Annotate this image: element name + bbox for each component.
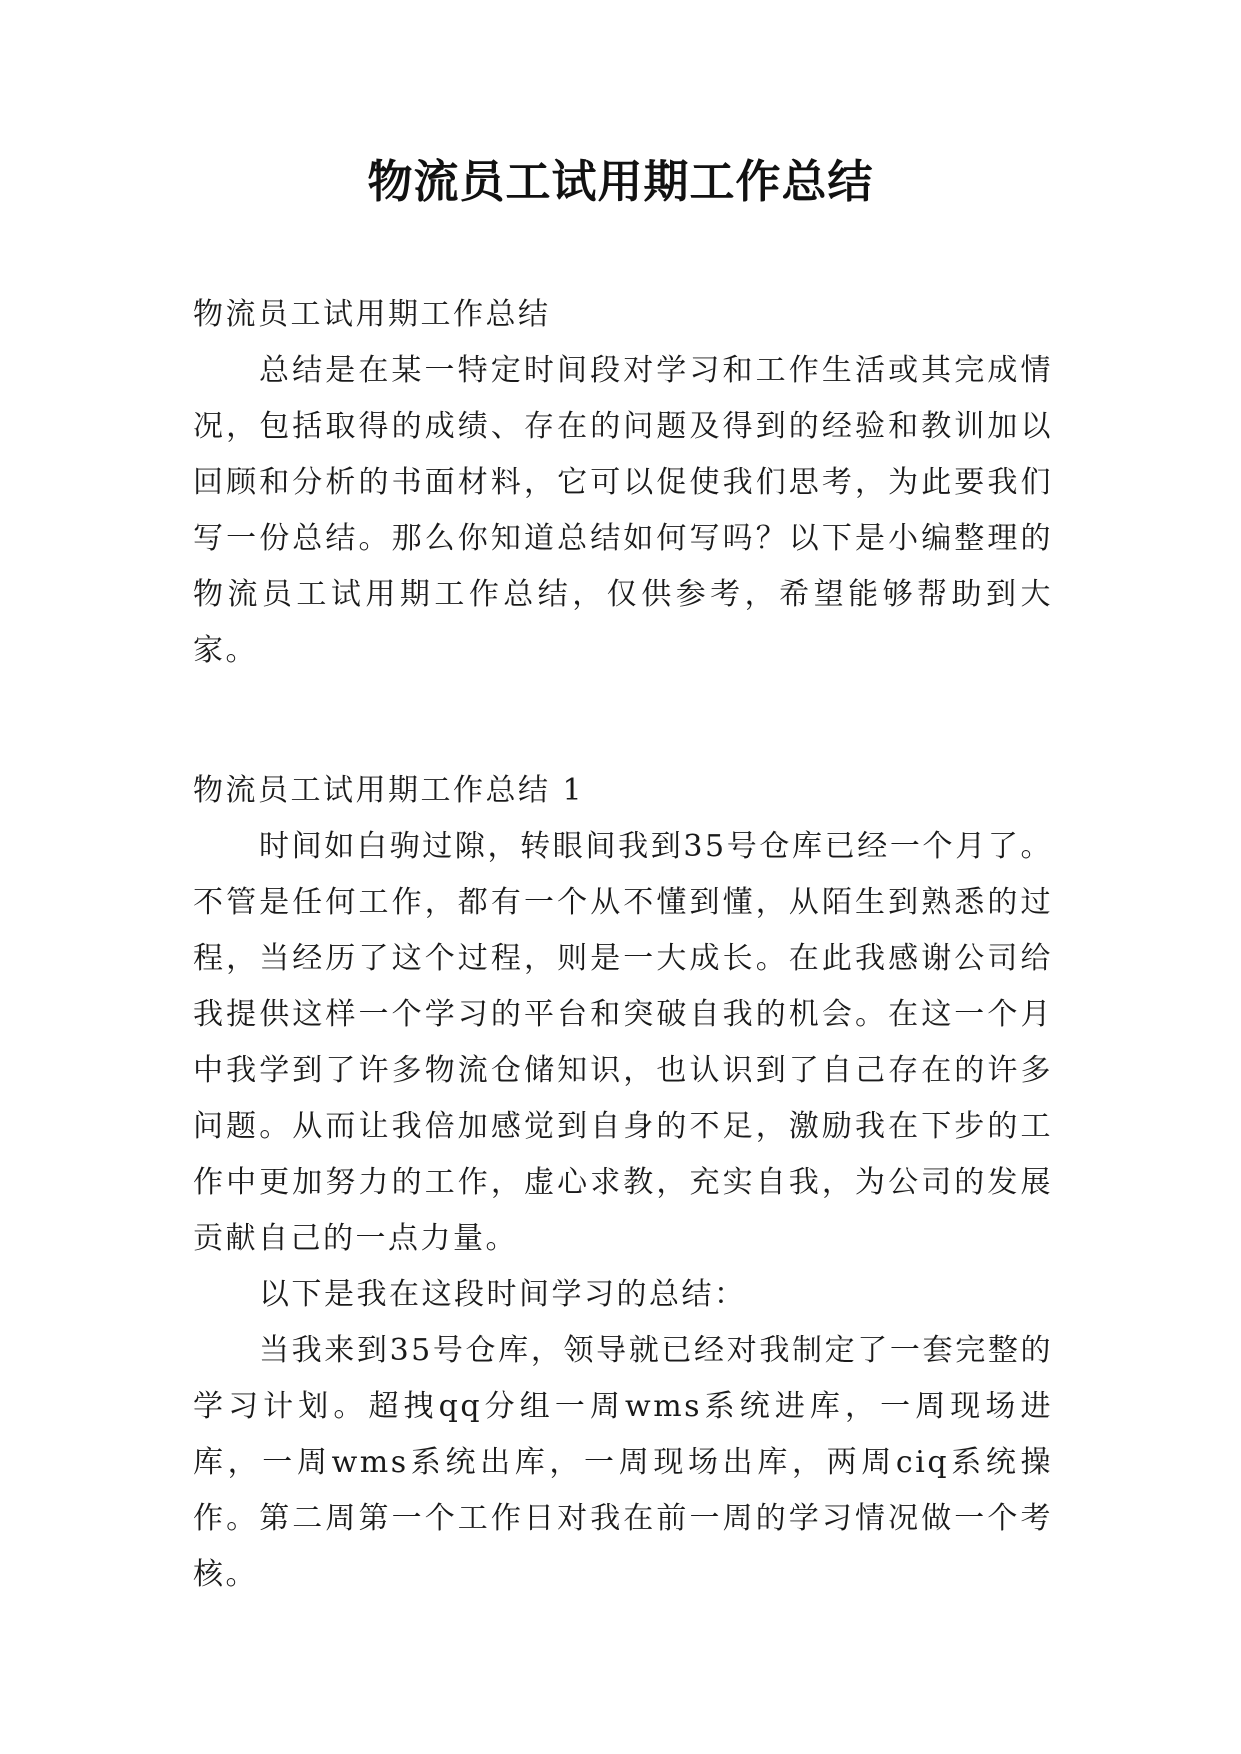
intro-paragraph: 总结是在某一特定时间段对学习和工作生活或其完成情况，包括取得的成绩、存在的问题及得到的经验和教训加以回顾和分析的书面材料，它可以促使我们思考，为此要我们写一份总结。那么你知道总结如何写吗？以下是小编整理的物流员工试用期工作总结，仅供参考，希望能够帮助到大家。 xyxy=(193,353,1053,668)
document-title: 物流员工试用期工作总结 xyxy=(367,155,874,208)
section-paragraph: 时间如白驹过隙，转眼间我到35号仓库已经一个月了。不管是任何工作，都有一个从不懂到懂，从陌生到熟悉的过程，当经历了这个过程，则是一大成长。在此我感谢公司给我提供这样一个学习的平台和突破自我的机会。在这一个月中我学到了许多物流仓储知识，也认识到了自己存在的许多问题。从而让我倍加感觉到自身的不足，激励我在下步的工作中更加努力的工作，虚心求教，充实自我，为公司的发展贡献自己的一点力量。 xyxy=(193,829,1053,1256)
document-subtitle: 物流员工试用期工作总结 xyxy=(193,297,551,332)
section-paragraph: 以下是我在这段时间学习的总结： xyxy=(259,1277,747,1312)
section-paragraph: 当我来到35号仓库，领导就已经对我制定了一套完整的学习计划。超拽qq分组一周wms系统进库，一周现场进库，一周wms系统出库，一周现场出库，两周ciq系统操作。第二周第一个工作日对我在前一周的学习情况做一个考核。 xyxy=(193,1333,1053,1592)
document-body xyxy=(193,287,1053,1603)
section-heading: 物流员工试用期工作总结 1 xyxy=(193,773,585,808)
paragraph-gap xyxy=(193,679,1053,763)
